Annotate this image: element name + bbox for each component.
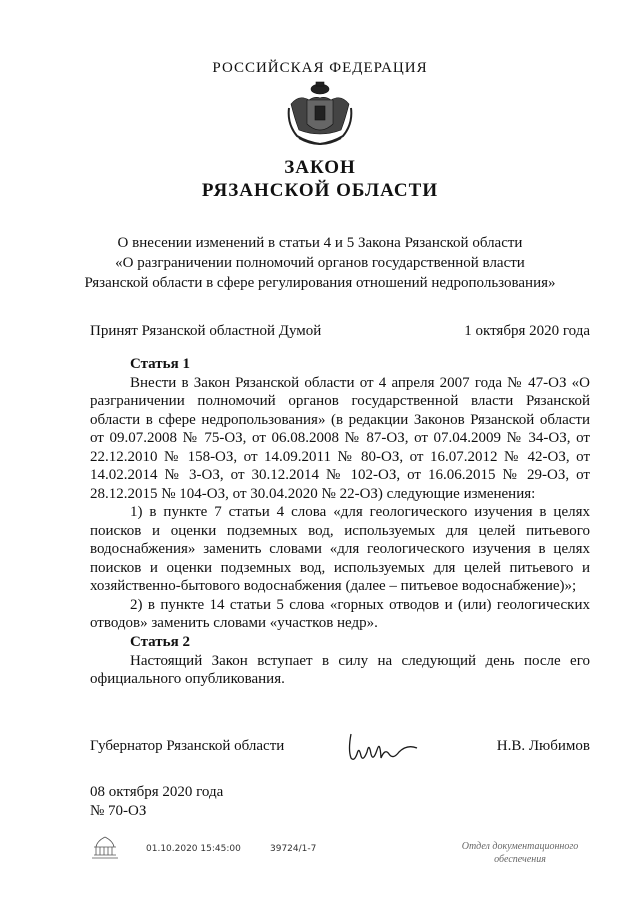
subject-line1: О внесении изменений в статьи 4 и 5 Закона Рязанской области: [117, 235, 523, 251]
article-1-heading: Статья 1: [130, 356, 190, 372]
adopted-by-label: Принят Рязанской областной Думой: [90, 323, 322, 339]
subject-line3: Рязанской области в сфере регулирования отношений недропользования»: [84, 275, 556, 291]
article-2: [90, 633, 590, 689]
stamp-line-1: Отдел документационного: [461, 841, 579, 852]
subject-line2: «О разграничении полномочий органов государственной власти: [115, 255, 525, 271]
governor-name: Н.В. Любимов: [496, 738, 590, 754]
footer-reg-number: 39724/1-7: [270, 844, 317, 854]
law-subject: [0, 233, 640, 293]
department-stamp: [440, 840, 600, 866]
country-header: РОССИЙСКАЯ ФЕДЕРАЦИЯ: [212, 60, 428, 76]
document-number: № 70-ОЗ: [90, 803, 147, 819]
signature-row: [90, 738, 590, 755]
article-1-paragraph-1: Внести в Закон Рязанской области от 4 апреля 2007 года № 47-ОЗ «О разграничении полномочий органов государственной власти Рязанской области в сфере недропользования» (в редакции Законов Рязанской области от 09.07.2008 № 75-ОЗ, от 06.08.2008 № 87-ОЗ, от 07.04.2009 № 34-ОЗ, от 22.12.2010 № 158-ОЗ, от 14.09.2011 № 80-ОЗ, от 16.07.2012 № 42-ОЗ, от 14.02.2014 № 3-ОЗ, от 30.12.2014 № 102-ОЗ, от 16.06.2015 № 29-ОЗ, от 28.12.2015 № 104-ОЗ, от 30.04.2020 № 22-ОЗ) следующие изменения:: [90, 374, 590, 502]
duma-logo-icon: [90, 833, 120, 861]
article-1: [90, 355, 590, 633]
coat-of-arms-emblem: [285, 80, 355, 150]
stamp-line-2: обеспечения: [494, 854, 546, 865]
adoption-date: 1 октября 2020 года: [464, 323, 590, 339]
law-title-line1: ЗАКОН: [284, 157, 356, 178]
governor-title: Губернатор Рязанской области: [90, 738, 285, 754]
article-1-paragraph-2: 1) в пункте 7 статьи 4 слова «для геологического изучения в целях поисков и оценки подземных вод, используемых для целей питьевого водоснабжения» заменить словами «для геологического изучения в целях поисков и оценки подземных вод, используемых для целей питьевого и хозяйственно-бытового водоснабжения (далее – питьевое водоснабжение)»;: [90, 504, 590, 594]
article-1-paragraph-3: 2) в пункте 14 статьи 5 слова «горных отводов и (или) геологических отводов» заменить словами «участков недр».: [90, 596, 590, 631]
handwritten-signature: [345, 730, 425, 764]
law-title-line2: РЯЗАНСКОЙ ОБЛАСТИ: [201, 180, 439, 201]
adoption-row: [90, 323, 590, 340]
article-2-heading: Статья 2: [130, 634, 190, 650]
footer-timestamp: 01.10.2020 15:45:00: [146, 844, 241, 854]
article-2-paragraph-1: Настоящий Закон вступает в силу на следующий день после его официального опубликования.: [90, 652, 590, 687]
document-date: 08 октября 2020 года: [90, 784, 224, 800]
